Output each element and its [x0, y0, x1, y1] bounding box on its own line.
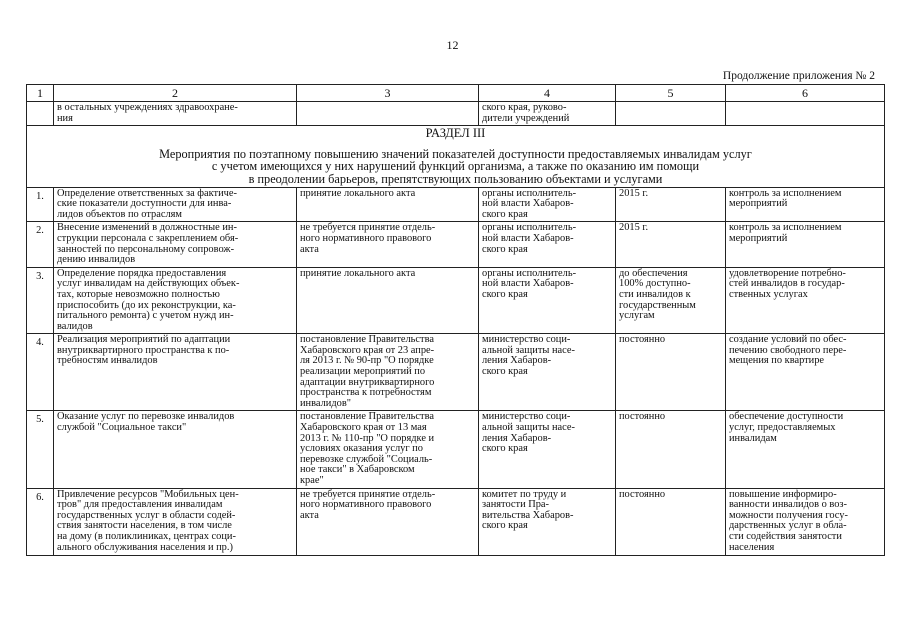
- term-cell: 2015 г.: [616, 187, 726, 222]
- section-heading: Мероприятия по поэтапному повышению значений показателей доступности предоставляемых инвалидам услуг с учетом имеющихся у них нарушений функций организма, а также по оказанию им помощи в преодолении барьеров, препятствующих пользованию объектами и услугами: [159, 146, 752, 186]
- measure-cell: Привлечение ресурсов "Мобильных цен- тров" для предоставления инвалидам государственных услуг в области содей- ствия занятости населения, в том числе на дому (в поликлиниках, центрах соци- ального обслуживания населения и пр.): [54, 488, 297, 555]
- table-row: [27, 488, 885, 555]
- basis-cell: принятие локального акта: [297, 267, 479, 334]
- executor-cell: комитет по труду и занятости Пра- вительства Хабаров- ского края: [479, 488, 616, 555]
- executor-cell: органы исполнитель- ной власти Хабаров- ского края: [479, 187, 616, 222]
- executor-cell: министерство соци- альной защиты насе- ления Хабаров- ского края: [479, 334, 616, 411]
- basis-cell: не требуется принятие отдель- ного нормативного правового акта: [297, 222, 479, 267]
- measures-table: [26, 84, 885, 556]
- section-title: РАЗДЕЛ III: [425, 126, 486, 141]
- measure-cell: Внесение изменений в должностные ин- струкции персонала с закреплением обя- занностей по персональному сопровож- дению инвалидов: [54, 222, 297, 267]
- basis-cell: постановление Правительства Хабаровского края от 13 мая 2013 г. № 110-пр "О порядке и условиях оказания услуг по перевозке службой "Социаль- ное такси" в Хабаровском крае": [297, 411, 479, 488]
- column-number: 2: [54, 85, 297, 102]
- table-row: [27, 187, 885, 222]
- result-cell: контроль за исполнением мероприятий: [726, 222, 885, 267]
- result-cell: удовлетворение потребно- стей инвалидов в государ- ственных услугах: [726, 267, 885, 334]
- basis-cell: не требуется принятие отдель- ного нормативного правового акта: [297, 488, 479, 555]
- measure-cell: Определение ответственных за фактиче- ские показатели доступности для инва- лидов объектов по отраслям: [54, 187, 297, 222]
- table-row: [27, 334, 885, 411]
- carryover-measure-cell: в остальных учреждениях здравоохране- ния: [54, 102, 297, 126]
- result-cell: повышение информиро- ванности инвалидов о воз- можности получения госу- дарственных услуг в обла- сти содействия занятости населения: [726, 488, 885, 555]
- carryover-executor-cell: ского края, руково- дители учреждений: [479, 102, 616, 126]
- measure-cell: Оказание услуг по перевозке инвалидов службой "Социальное такси": [54, 411, 297, 488]
- row-number: 2.: [27, 222, 54, 267]
- column-number-row: [27, 85, 885, 102]
- term-cell: до обеспечения 100% доступно- сти инвалидов к государственным услугам: [616, 267, 726, 334]
- result-cell: контроль за исполнением мероприятий: [726, 187, 885, 222]
- term-cell: 2015 г.: [616, 222, 726, 267]
- row-number: 6.: [27, 488, 54, 555]
- executor-cell: органы исполнитель- ной власти Хабаров- ского края: [479, 222, 616, 267]
- table-row: [27, 222, 885, 267]
- section-heading-row: [27, 126, 885, 187]
- column-number: 1: [27, 85, 54, 102]
- section-heading-cell: [27, 126, 885, 187]
- row-number: 1.: [27, 187, 54, 222]
- table-row: [27, 267, 885, 334]
- row-number: 4.: [27, 334, 54, 411]
- measure-cell: Реализация мероприятий по адаптации внутриквартирного пространства к по- требностям инвалидов: [54, 334, 297, 411]
- row-number: 3.: [27, 267, 54, 334]
- term-cell: постоянно: [616, 411, 726, 488]
- carryover-row: [27, 102, 885, 126]
- column-number: 3: [297, 85, 479, 102]
- column-number: 5: [616, 85, 726, 102]
- continuation-label: Продолжение приложения № 2: [722, 70, 875, 82]
- basis-cell: принятие локального акта: [297, 187, 479, 222]
- column-number: 6: [726, 85, 885, 102]
- measure-cell: Определение порядка предоставления услуг инвалидам на действующих объек- тах, которые невозможно полностью приспособить (до их реконструкции, ка- питального ремонта) с учетом нужд ин- валидов: [54, 267, 297, 334]
- page-number: 12: [446, 38, 459, 52]
- result-cell: обеспечение доступности услуг, предоставляемых инвалидам: [726, 411, 885, 488]
- executor-cell: министерство соци- альной защиты насе- ления Хабаров- ского края: [479, 411, 616, 488]
- basis-cell: постановление Правительства Хабаровского края от 23 апре- ля 2013 г. № 90-пр "О порядке реализации мероприятий по адаптации внутриквартирного пространства к потребностям инвалидов": [297, 334, 479, 411]
- table-row: [27, 411, 885, 488]
- executor-cell: органы исполнитель- ной власти Хабаров- ского края: [479, 267, 616, 334]
- row-number: 5.: [27, 411, 54, 488]
- result-cell: создание условий по обес- печению свободного пере- мещения по квартире: [726, 334, 885, 411]
- term-cell: постоянно: [616, 334, 726, 411]
- term-cell: постоянно: [616, 488, 726, 555]
- column-number: 4: [479, 85, 616, 102]
